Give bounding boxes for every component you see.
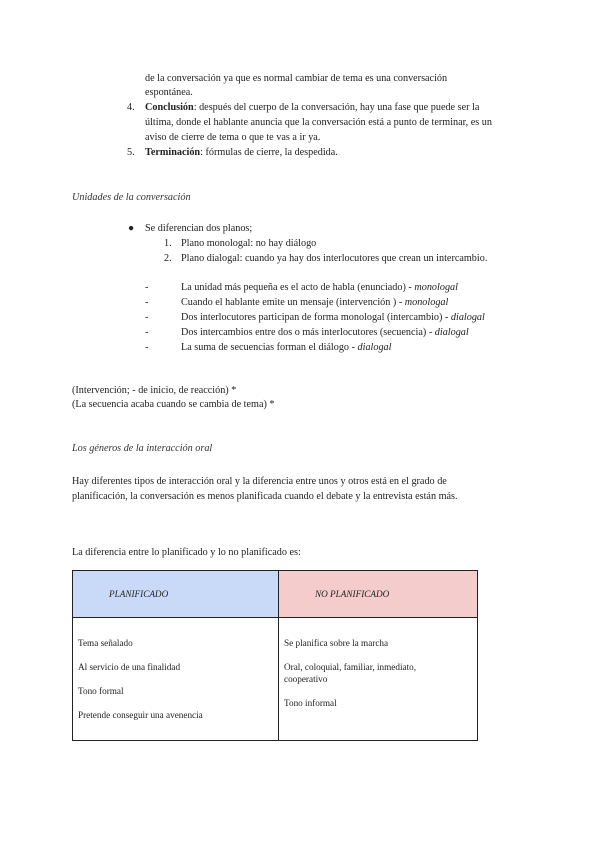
table-cell-line: cooperativo bbox=[284, 674, 328, 684]
table-cell-line: Pretende conseguir una avenencia bbox=[78, 710, 203, 720]
list-item-line: última, donde el hablante anuncia que la conversación está a punto de terminar, es un bbox=[145, 117, 492, 128]
list-item-conclusion bbox=[145, 101, 479, 115]
cell-planificado bbox=[73, 618, 279, 741]
list-item-terminacion bbox=[145, 146, 338, 160]
cell-no-planificado bbox=[279, 618, 478, 741]
note-line: (La secuencia acaba cuando se cambia de tema) * bbox=[72, 399, 275, 410]
dash-marker: - bbox=[145, 297, 149, 308]
list-continuation-line: espontánea. bbox=[145, 87, 193, 98]
table-cell-line: Al servicio de una finalidad bbox=[78, 662, 181, 672]
term-bold: Conclusión bbox=[145, 102, 194, 113]
table-cell-line: Tono informal bbox=[284, 698, 337, 708]
term-definition: : fórmulas de cierre, la despedida. bbox=[200, 147, 338, 158]
section-heading-unidades: Unidades de la conversación bbox=[72, 192, 191, 203]
unit-tag: dialogal bbox=[450, 312, 485, 323]
unit-item: Dos interlocutores participan de forma monologal (intercambio) - dialogal bbox=[181, 312, 485, 323]
unit-tag: dialogal bbox=[434, 327, 469, 338]
dash-marker: - bbox=[145, 327, 149, 338]
unit-item: La unidad más pequeña es el acto de habla (enunciado) - monologal bbox=[181, 282, 458, 293]
plane-number: 2. bbox=[164, 253, 172, 264]
table-intro: La diferencia entre lo planificado y lo no planificado es: bbox=[72, 547, 301, 558]
table-cell-line: Oral, coloquial, familiar, inmediato, bbox=[284, 662, 417, 672]
unit-item: La suma de secuencias forman el diálogo - dialogal bbox=[181, 342, 392, 353]
paragraph-line: planificación, la conversación es menos planificada cuando el debate y la entrevista están más. bbox=[72, 491, 458, 502]
unit-item: Cuando el hablante emite un mensaje (intervención ) - monologal bbox=[181, 297, 449, 308]
section-heading-generos: Los géneros de la interacción oral bbox=[72, 443, 213, 454]
unit-item: Dos intercambios entre dos o más interlocutores (secuencia) - dialogal bbox=[181, 327, 469, 338]
term-definition: : después del cuerpo de la conversación, hay una fase que puede ser la bbox=[193, 102, 480, 113]
plane-item: Plano monologal: no hay diálogo bbox=[181, 238, 317, 249]
term-bold: Terminación bbox=[145, 147, 201, 158]
paragraph-line: Hay diferentes tipos de interacción oral y la diferencia entre unos y otros está en el grado de bbox=[72, 476, 447, 487]
plane-item: Plano dialogal: cuando ya hay dos interlocutores que crean un intercambio. bbox=[181, 253, 488, 264]
table-cell-line: Tono formal bbox=[78, 686, 124, 696]
header-no-planificado: NO PLANIFICADO bbox=[279, 571, 478, 618]
dash-marker: - bbox=[145, 312, 149, 323]
list-continuation-line: de la conversación ya que es normal cambiar de tema es una conversación bbox=[145, 73, 448, 84]
bullet-icon: ● bbox=[128, 223, 135, 234]
unit-tag: monologal bbox=[414, 282, 458, 293]
bullet-text: Se diferencian dos planos; bbox=[145, 223, 253, 234]
plane-number: 1. bbox=[164, 238, 172, 249]
header-planificado: PLANIFICADO bbox=[73, 571, 279, 618]
note-line: (Intervención; - de inicio, de reacción) * bbox=[72, 385, 237, 396]
unit-tag: monologal bbox=[404, 297, 449, 308]
dash-marker: - bbox=[145, 282, 149, 293]
list-number: 5. bbox=[127, 147, 135, 158]
unit-tag: dialogal bbox=[357, 342, 392, 353]
dash-marker: - bbox=[145, 342, 149, 353]
list-item-line: aviso de cierre de tema o que te vas a ir ya. bbox=[145, 132, 321, 143]
table-cell-line: Se planifica sobre la marcha bbox=[284, 638, 389, 648]
comparison-table bbox=[72, 570, 478, 741]
table-cell-line: Tema señalado bbox=[78, 638, 133, 648]
list-number: 4. bbox=[127, 102, 135, 113]
